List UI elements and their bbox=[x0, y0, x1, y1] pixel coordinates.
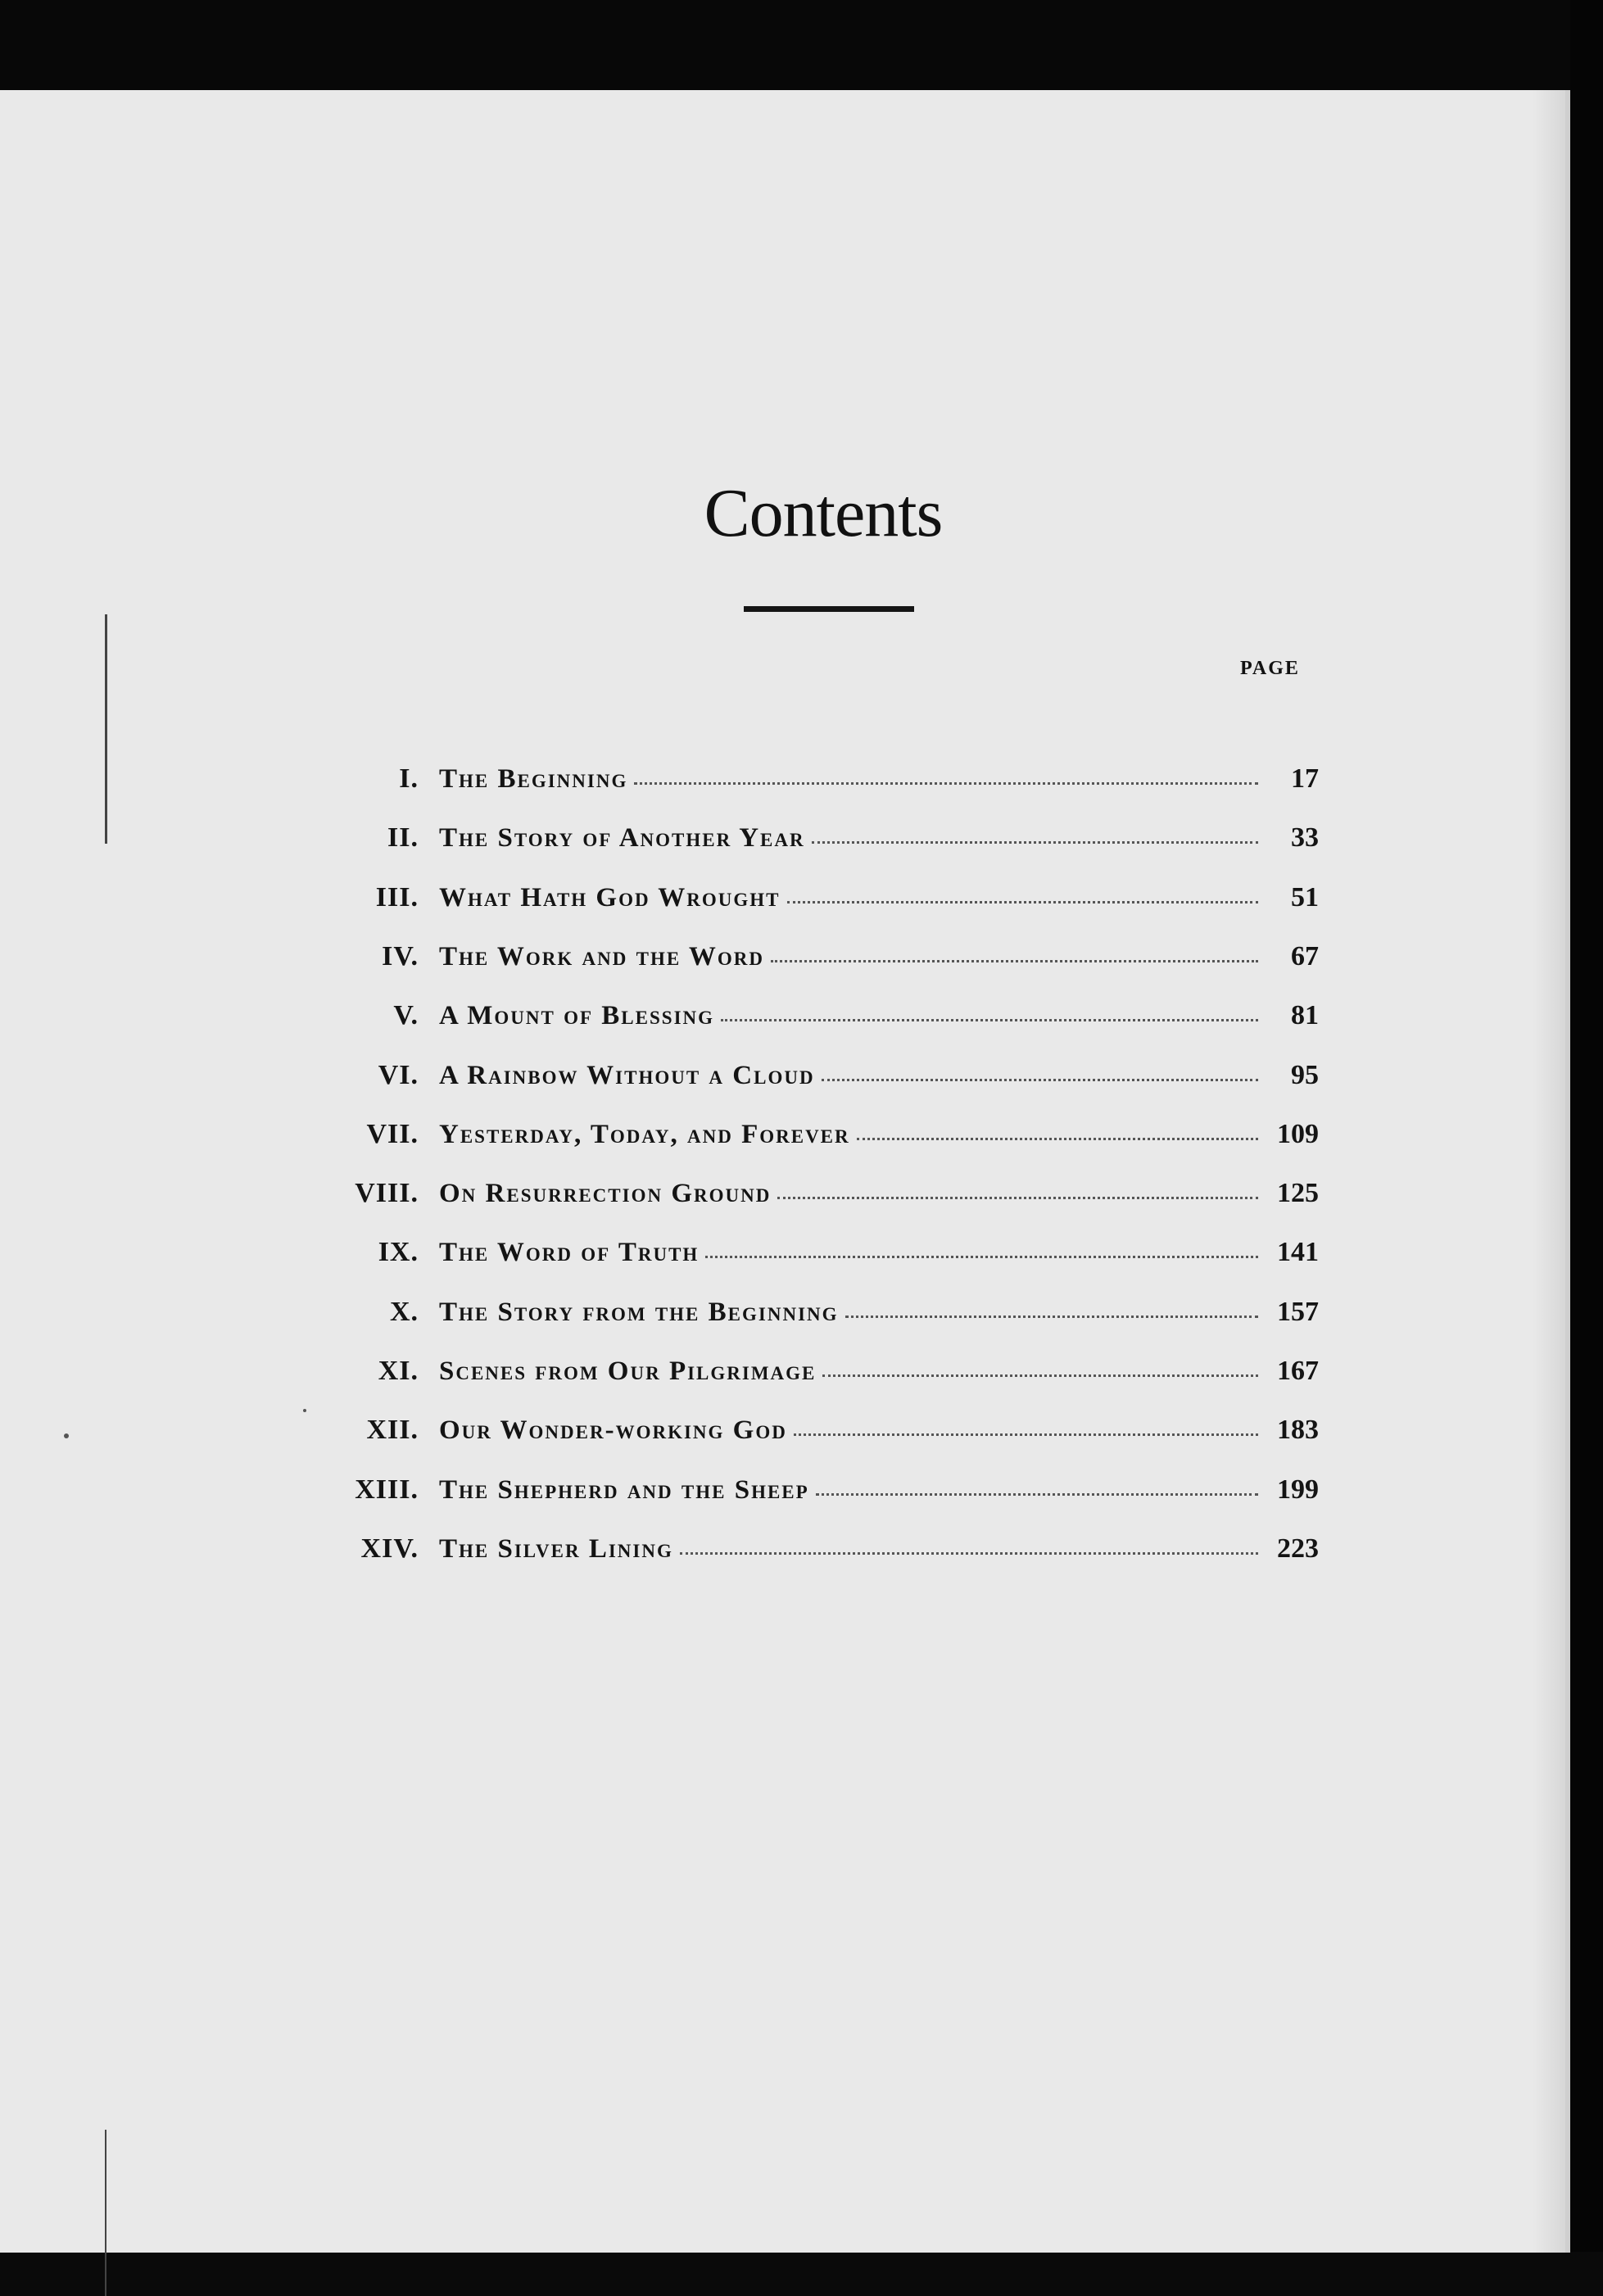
chapter-number: XII. bbox=[366, 1415, 419, 1446]
chapter-number: XIII. bbox=[355, 1474, 419, 1505]
dot-leader bbox=[794, 1433, 1258, 1436]
page-number: 33 bbox=[1291, 822, 1319, 854]
chapter-number: III. bbox=[375, 881, 419, 913]
page-number: 141 bbox=[1277, 1237, 1319, 1268]
page-number: 157 bbox=[1277, 1296, 1319, 1327]
page-number: 125 bbox=[1277, 1178, 1319, 1209]
scan-speck bbox=[303, 1409, 306, 1412]
binding-edge-line bbox=[105, 2130, 106, 2296]
chapter-number: II. bbox=[387, 822, 419, 854]
page-number: 167 bbox=[1277, 1356, 1319, 1386]
scan-border-right bbox=[1570, 0, 1603, 2296]
chapter-number: VIII. bbox=[355, 1178, 419, 1209]
page-number: 17 bbox=[1291, 763, 1319, 794]
chapter-title: The Story of Another Year bbox=[439, 823, 805, 854]
page-number: 51 bbox=[1291, 881, 1319, 913]
page-number: 183 bbox=[1277, 1415, 1319, 1446]
chapter-title: What Hath God Wrought bbox=[439, 882, 781, 913]
chapter-title: The Word of Truth bbox=[439, 1238, 700, 1268]
toc-entry bbox=[319, 1237, 1319, 1286]
page-number: 95 bbox=[1291, 1059, 1319, 1090]
chapter-number: I. bbox=[399, 763, 419, 794]
dot-leader bbox=[634, 781, 1258, 785]
chapter-title: Scenes from Our Pilgrimage bbox=[439, 1356, 817, 1386]
chapter-number: IV. bbox=[382, 940, 419, 971]
chapter-title: The Work and the Word bbox=[439, 941, 764, 971]
toc-entry bbox=[319, 822, 1319, 872]
chapter-title: The Silver Lining bbox=[439, 1533, 673, 1564]
dot-leader bbox=[857, 1137, 1258, 1140]
binding-edge-line bbox=[105, 614, 107, 844]
chapter-title: The Beginning bbox=[439, 764, 628, 794]
toc-entry bbox=[319, 1000, 1319, 1049]
chapter-title: The Shepherd and the Sheep bbox=[439, 1474, 809, 1505]
dot-leader bbox=[777, 1196, 1258, 1199]
toc-entry bbox=[319, 763, 1319, 813]
toc-entry bbox=[319, 1119, 1319, 1168]
dot-leader bbox=[816, 1492, 1258, 1496]
toc-entry bbox=[319, 941, 1319, 990]
page-number: 109 bbox=[1277, 1118, 1319, 1149]
toc-entry bbox=[319, 1297, 1319, 1346]
chapter-number: XIV. bbox=[360, 1533, 419, 1564]
page-edge-shadow bbox=[1533, 90, 1565, 2253]
dot-leader bbox=[771, 959, 1258, 962]
chapter-title: On Resurrection Ground bbox=[439, 1179, 772, 1209]
page-number: 199 bbox=[1277, 1474, 1319, 1505]
dot-leader bbox=[822, 1078, 1258, 1081]
page-column-header: PAGE bbox=[1240, 658, 1300, 679]
title-underline bbox=[744, 606, 914, 612]
toc-entry bbox=[319, 1060, 1319, 1109]
chapter-number: VI. bbox=[378, 1059, 419, 1090]
toc-entry bbox=[319, 1178, 1319, 1227]
toc-entry bbox=[319, 882, 1319, 931]
dot-leader bbox=[812, 840, 1258, 844]
toc-entry bbox=[319, 1533, 1319, 1583]
dot-leader bbox=[705, 1255, 1258, 1258]
scan-border-bottom bbox=[0, 2252, 1603, 2296]
chapter-number: XI. bbox=[378, 1356, 419, 1386]
chapter-title: The Story from the Beginning bbox=[439, 1297, 839, 1327]
dot-leader bbox=[680, 1551, 1258, 1555]
book-page bbox=[0, 90, 1570, 2253]
dot-leader bbox=[787, 900, 1259, 903]
page-number: 223 bbox=[1277, 1533, 1319, 1564]
chapter-title: Our Wonder-working God bbox=[439, 1415, 787, 1446]
scan-border-top bbox=[0, 0, 1603, 97]
page-title: Contents bbox=[704, 475, 943, 551]
dot-leader bbox=[845, 1315, 1258, 1318]
dot-leader bbox=[822, 1374, 1258, 1377]
chapter-title: Yesterday, Today, and Forever bbox=[439, 1119, 850, 1149]
chapter-number: X. bbox=[389, 1296, 419, 1327]
chapter-title: A Mount of Blessing bbox=[439, 1001, 715, 1031]
chapter-number: IX. bbox=[378, 1237, 419, 1268]
page-number: 67 bbox=[1291, 940, 1319, 971]
toc-entry bbox=[319, 1356, 1319, 1405]
toc-entry bbox=[319, 1415, 1319, 1464]
toc-entry bbox=[319, 1474, 1319, 1524]
page-number: 81 bbox=[1291, 1000, 1319, 1031]
scan-speck bbox=[64, 1433, 69, 1438]
dot-leader bbox=[721, 1018, 1258, 1021]
chapter-number: VII. bbox=[366, 1118, 419, 1149]
chapter-title: A Rainbow Without a Cloud bbox=[439, 1060, 815, 1090]
chapter-number: V. bbox=[393, 1000, 419, 1031]
